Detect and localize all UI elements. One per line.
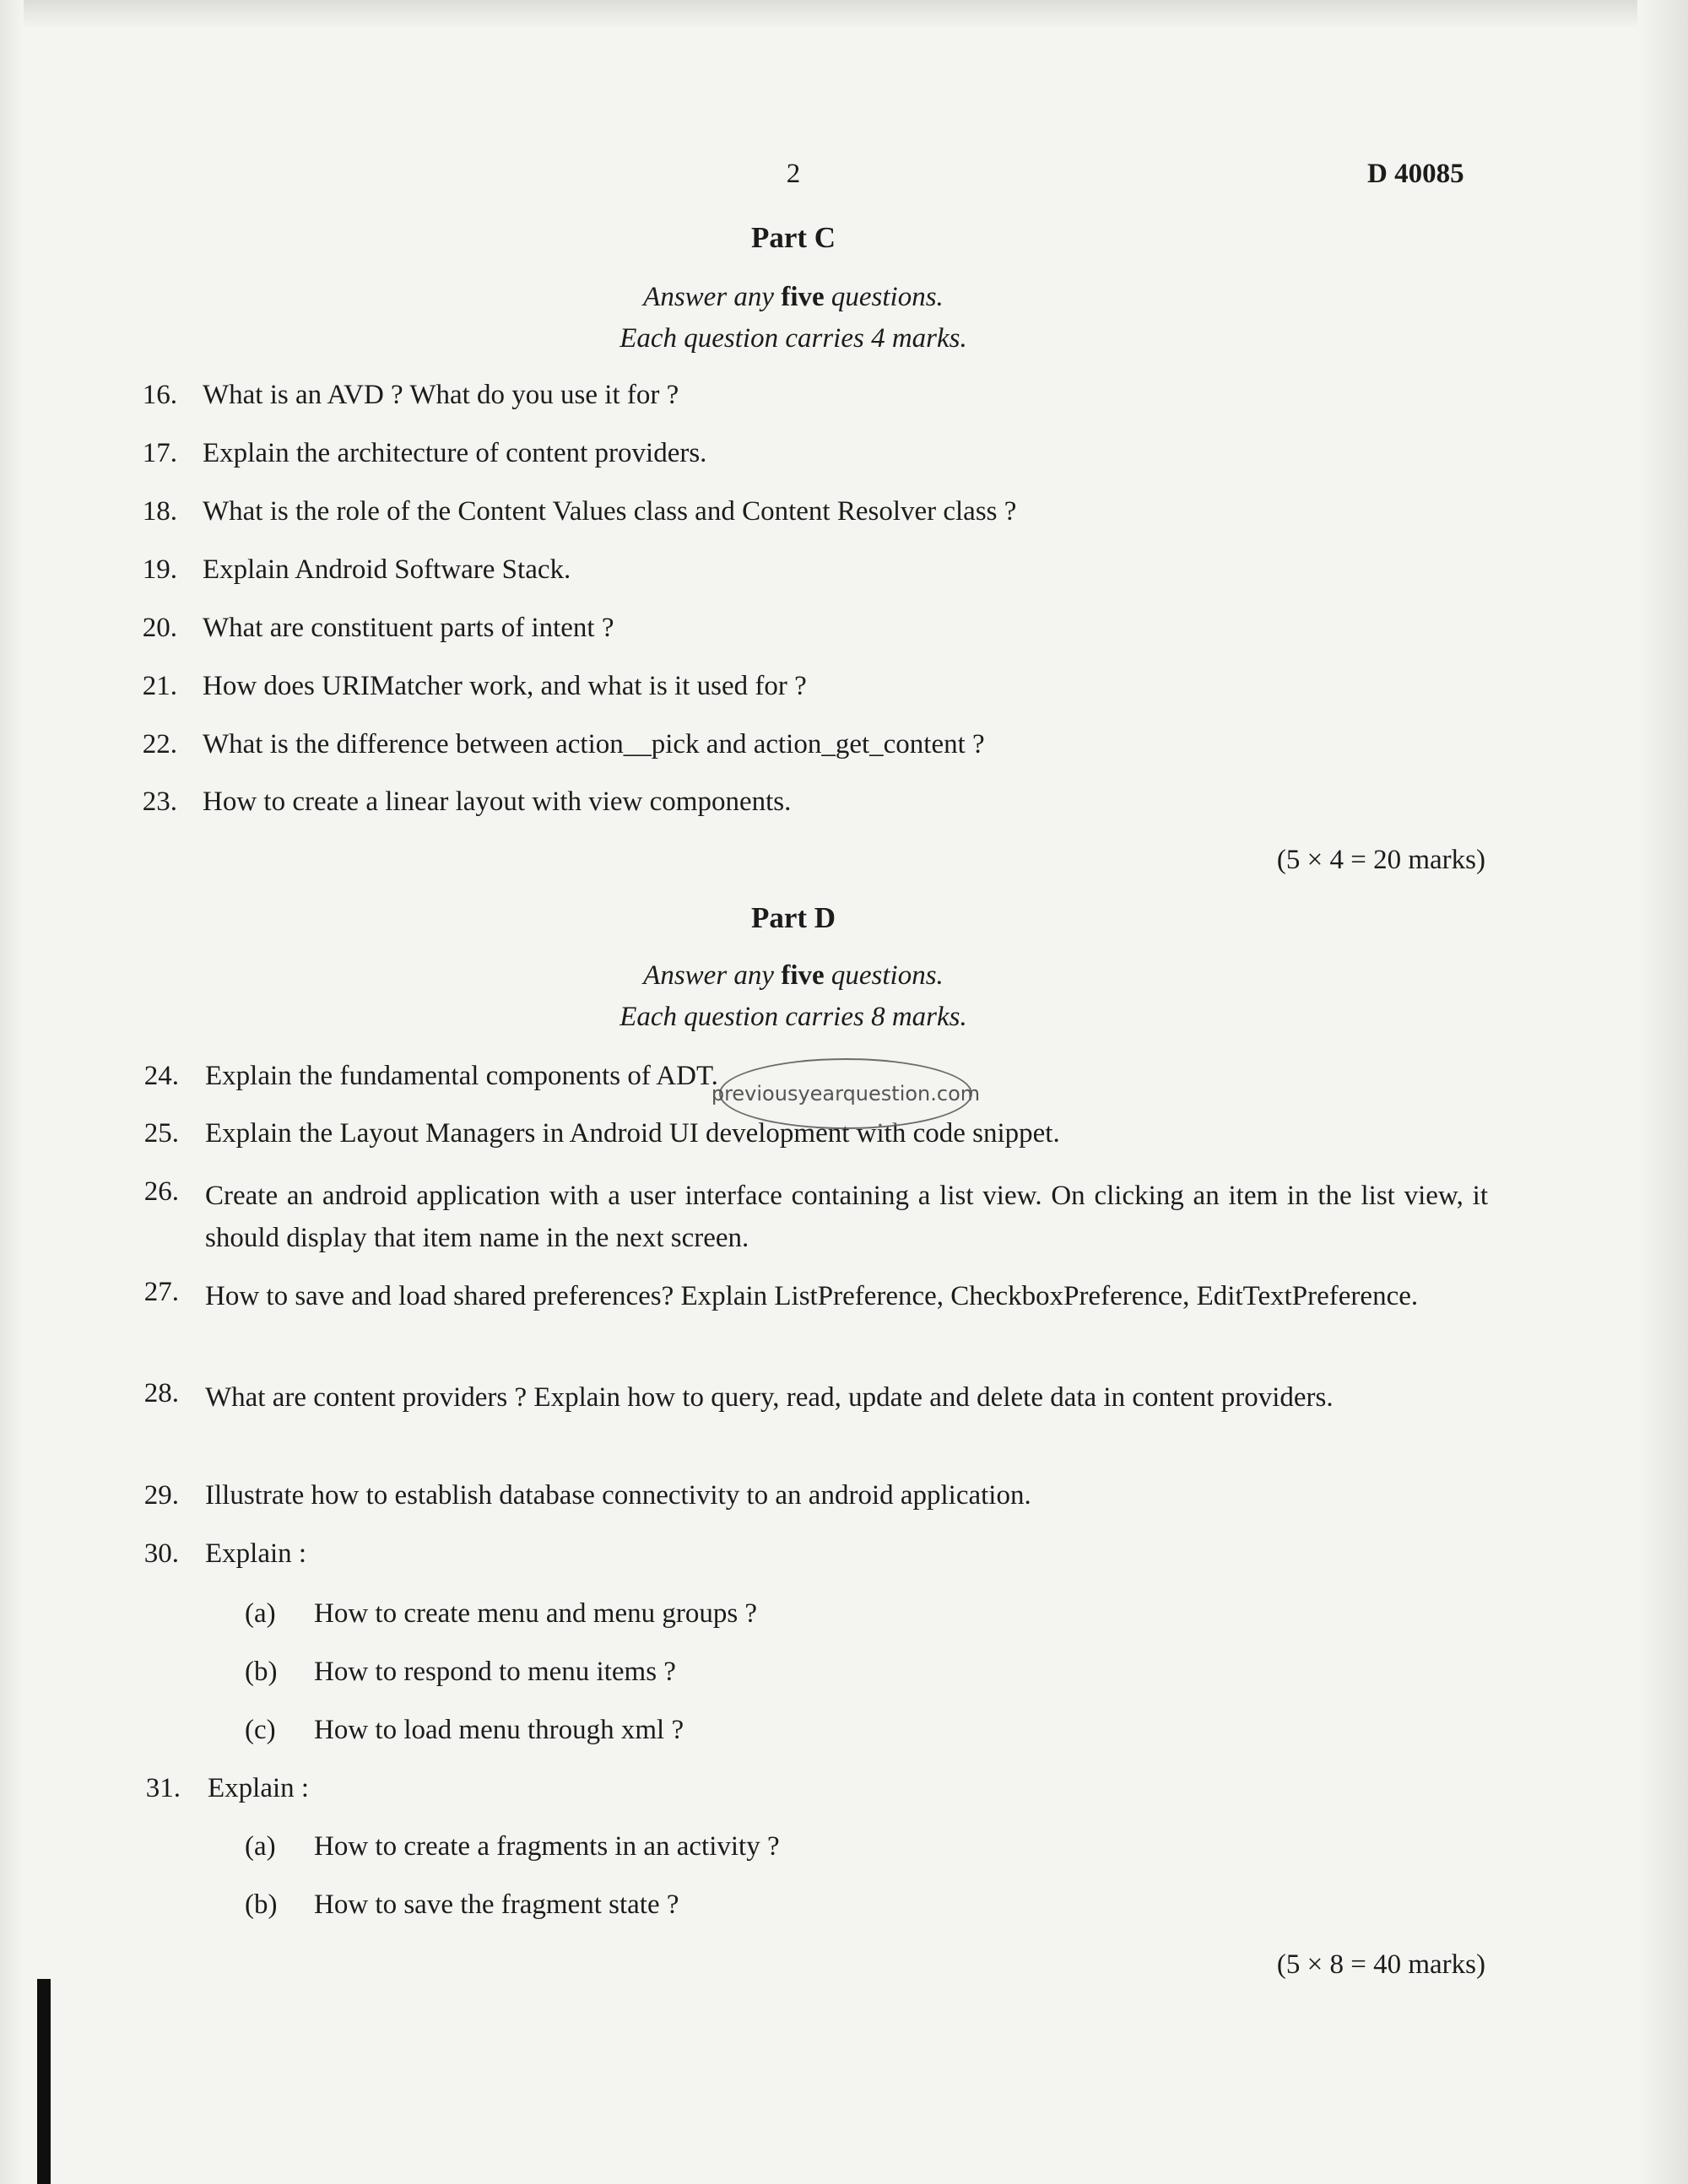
question-number: 31. (145, 1773, 181, 1803)
sub-question-label: (a) (245, 1831, 276, 1862)
question-text: What is an AVD ? What do you use it for ? (203, 380, 679, 410)
question-text: What is the role of the Content Values class and Content Resolver class ? (203, 496, 1017, 527)
sub-question-text: How to create a fragments in an activity ? (314, 1831, 780, 1862)
question-text: Explain Android Software Stack. (203, 554, 571, 585)
exam-code: D 40085 (1367, 159, 1464, 189)
scan-edge-right (1637, 0, 1688, 2184)
question-text: Illustrate how to establish database connectivity to an android application. (205, 1480, 1031, 1511)
question-number: 21. (142, 671, 177, 701)
part-c-marks: (5 × 4 = 20 marks) (1276, 845, 1485, 875)
part-d-instruction-1: Answer any five questions. (643, 960, 944, 991)
sub-question-text: How to respond to menu items ? (314, 1657, 676, 1687)
sub-question-label: (b) (245, 1889, 278, 1920)
question-number: 23. (142, 787, 177, 817)
part-d-instruction-2: Each question carries 8 marks. (619, 1002, 967, 1032)
binding-strip (37, 1979, 51, 2184)
sub-question-label: (c) (245, 1715, 276, 1745)
sub-question-label: (a) (245, 1598, 276, 1629)
question-number: 26. (143, 1176, 179, 1207)
part-d-marks: (5 × 8 = 40 marks) (1276, 1949, 1485, 1980)
page-number: 2 (786, 159, 801, 189)
question-number: 20. (142, 613, 177, 643)
question-number: 18. (142, 496, 177, 527)
question-number: 19. (142, 554, 177, 585)
question-text: Explain the Layout Managers in Android UI development with code snippet. (205, 1118, 1060, 1149)
question-text: Explain : (208, 1773, 310, 1803)
sub-question-text: How to save the fragment state ? (314, 1889, 679, 1920)
question-text: Create an android application with a user interface containing a list view. On clicking an item in the list view, it should display that item name in the next screen. (205, 1181, 1488, 1253)
question-text: How does URIMatcher work, and what is it used for ? (203, 671, 807, 701)
question-number: 27. (143, 1277, 179, 1307)
watermark-stamp: previousyearquestion.com (719, 1058, 972, 1129)
question-text: What is the difference between action__pick and action_get_content ? (203, 729, 985, 760)
question-text: What are constituent parts of intent ? (203, 613, 614, 643)
question-number: 17. (142, 438, 177, 468)
part-c-instruction-1: Answer any five questions. (643, 282, 944, 312)
sub-question-text: How to load menu through xml ? (314, 1715, 684, 1745)
question-text: Explain the fundamental components of ADT. (205, 1061, 718, 1091)
question-number: 22. (142, 729, 177, 760)
question-text: Explain the architecture of content providers. (203, 438, 707, 468)
question-number: 28. (143, 1378, 179, 1408)
sub-question-text: How to create menu and menu groups ? (314, 1598, 758, 1629)
question-number: 24. (143, 1061, 179, 1091)
question-number: 30. (143, 1538, 179, 1569)
scan-edge-left (0, 0, 24, 2184)
question-text: Explain : (205, 1538, 307, 1569)
scan-edge-top (0, 0, 1688, 29)
question-text: How to create a linear layout with view components. (203, 787, 792, 817)
question-number: 16. (142, 380, 177, 410)
question-text: What are content providers ? Explain how to query, read, update and delete data in content providers. (205, 1382, 1334, 1413)
part-d-title: Part D (750, 901, 836, 934)
part-c-title: Part C (750, 221, 836, 254)
question-number: 25. (143, 1118, 179, 1149)
question-text: How to save and load shared preferences? Explain ListPreference, CheckboxPreference, EditTextPreference. (205, 1281, 1419, 1311)
part-c-instruction-2: Each question carries 4 marks. (619, 323, 967, 354)
sub-question-label: (b) (245, 1657, 278, 1687)
question-number: 29. (143, 1480, 179, 1511)
